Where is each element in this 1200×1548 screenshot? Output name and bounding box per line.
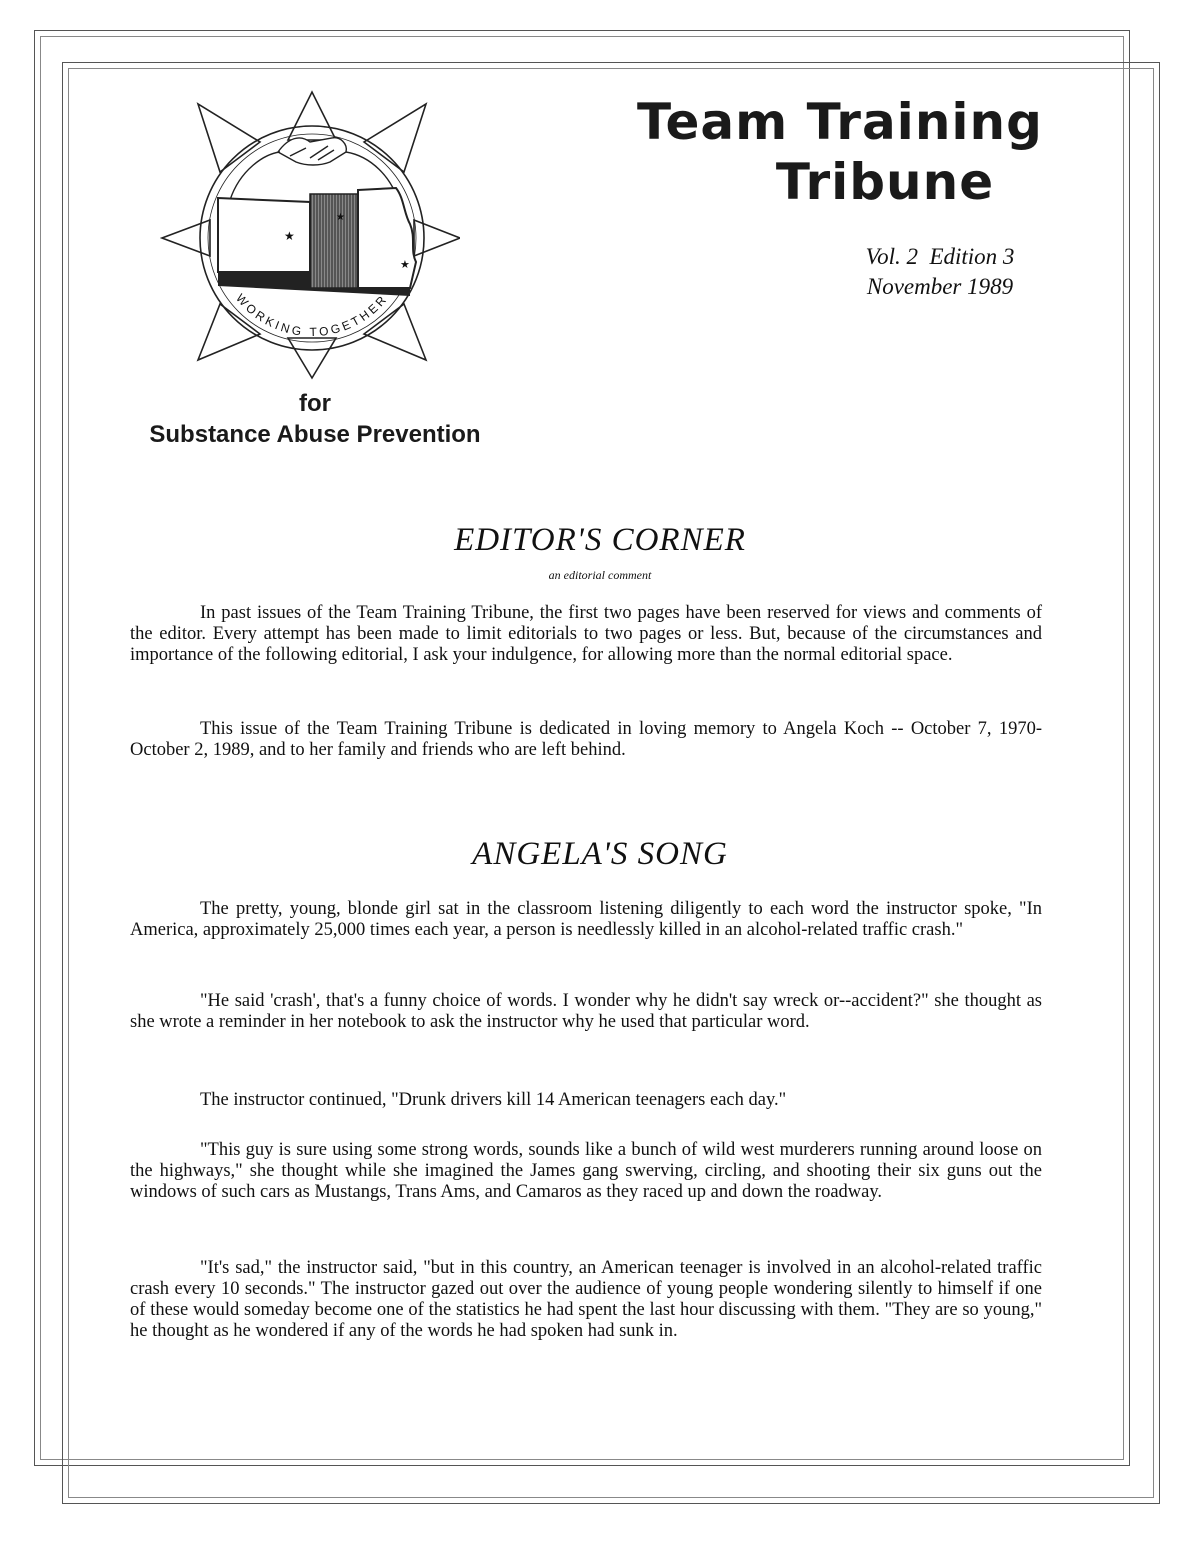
tagline (105, 388, 525, 450)
star-point-right (414, 220, 460, 256)
story-paragraph: "It's sad," the instructor said, "but in this country, an American teenager is involved in an alcohol-related traffic crash every 10 seconds." The instructor gazed out over the audience of young people wondering silently to himself if one of these would someday become one of the statistics he had spent the last hour discussing with them. "They are so young," he thought as he wondered if any of the words he had spoken had sunk in. (130, 1258, 1042, 1341)
story-paragraph: "He said 'crash', that's a funny choice of words. I wonder why he didn't say wreck or--accident?" she thought as she wrote a reminder in her notebook to ask the instructor why he used that particular word. (130, 991, 1042, 1032)
issue-date: November 1989 (866, 274, 1014, 299)
tagline-line-2: Substance Abuse Prevention (149, 421, 481, 448)
team-logo-emblem (160, 90, 460, 380)
newsletter-title (560, 92, 1120, 212)
title-line-1: Team Training (637, 93, 1043, 151)
editors-corner-subtitle: an editorial comment (548, 568, 652, 582)
story-paragraph: "This guy is sure using some strong words, sounds like a bunch of wild west murderers running around loose on the highways," she thought while she imagined the James gang swerving, circling, and shooting their six guns out the windows of such cars as Mustangs, Trans Ams, and Camaros as they raced up and down the roadway. (130, 1140, 1042, 1202)
state-map-icon (218, 188, 416, 296)
editorial-paragraph: This issue of the Team Training Tribune is dedicated in loving memory to Angela Koch -- October 7, 1970-October 2, 1989, and to her family and friends who are left behind. (130, 719, 1042, 760)
svg-text:★: ★ (336, 212, 345, 223)
title-line-2: Tribune (775, 153, 995, 211)
volume-edition: Vol. 2 Edition 3 (865, 244, 1015, 269)
tagline-line-1: for (299, 390, 331, 417)
angelas-song-heading: ANGELA'S SONG (472, 836, 728, 872)
svg-text:★: ★ (400, 259, 410, 271)
star-point-left (162, 220, 210, 256)
editors-corner-heading: EDITOR'S CORNER (454, 522, 746, 558)
star-point-bottom (288, 338, 336, 378)
issue-info (820, 242, 1060, 302)
story-paragraph: The instructor continued, "Drunk drivers kill 14 American teenagers each day." (200, 1090, 787, 1110)
star-point-top (288, 92, 336, 140)
editorial-paragraph: In past issues of the Team Training Tribune, the first two pages have been reserved for views and comments of the editor. Every attempt has been made to limit editorials to two pages or less. But, because of the circumstances and importance of the following editorial, I ask your indulgence, for allowing more than the normal editorial space. (130, 603, 1042, 665)
story-paragraph: The pretty, young, blonde girl sat in the classroom listening diligently to each word the instructor spoke, "In America, approximately 25,000 times each year, a person is needlessly killed in an alcohol-related traffic crash." (130, 899, 1042, 940)
svg-text:★: ★ (284, 229, 295, 243)
emblem-ring-text: WORKING TOGETHER (233, 291, 391, 340)
